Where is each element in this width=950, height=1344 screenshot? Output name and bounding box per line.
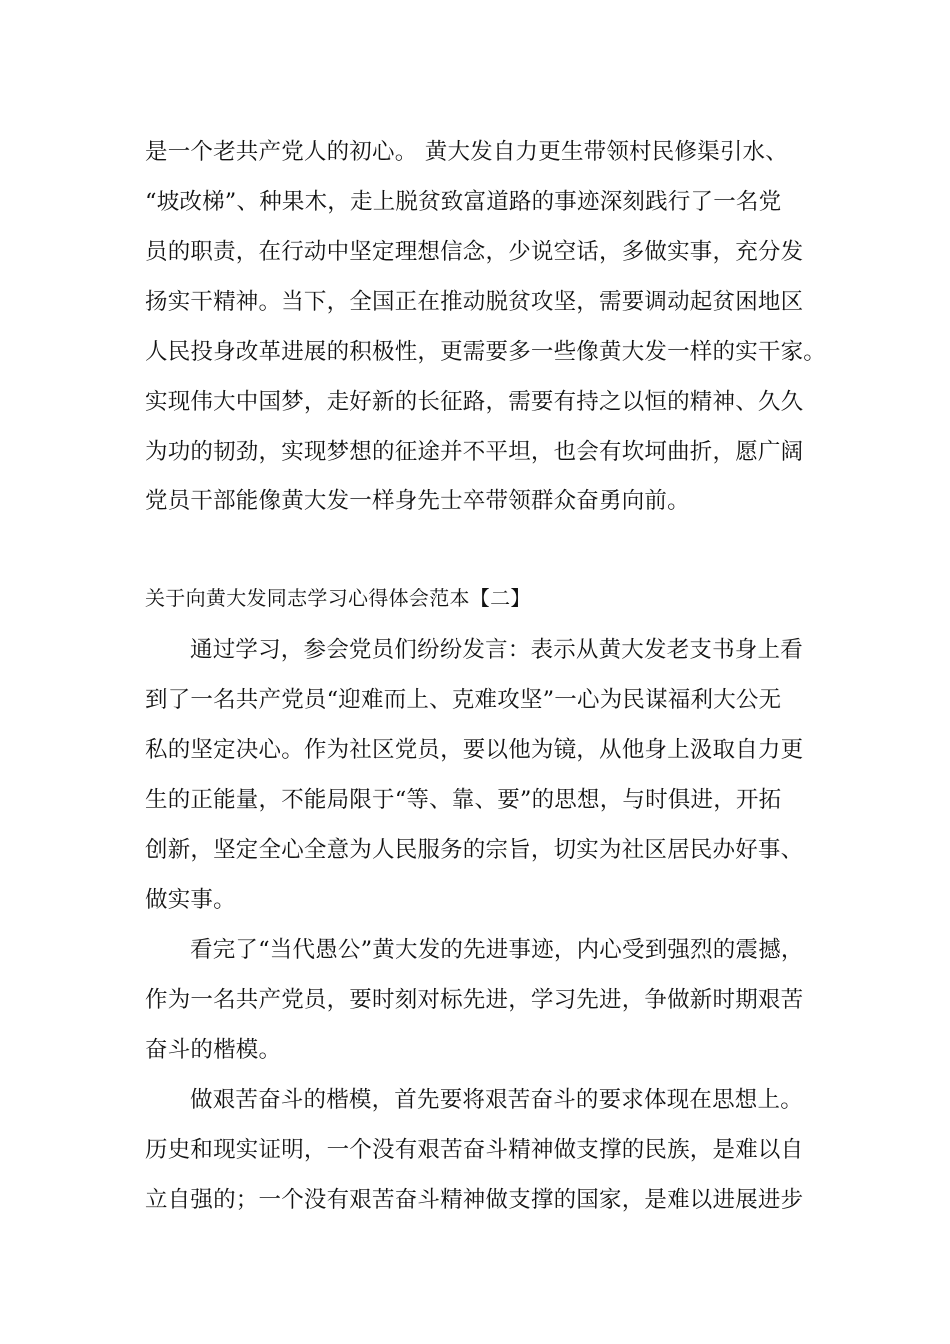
paragraph-line: 员的职责，在行动中坚定理想信念，少说空话，多做实事，充分发 (145, 239, 804, 265)
paragraph-line: “坡改梯”、种果木，走上脱贫致富道路的事迹深刻践行了一名党 (145, 189, 782, 215)
paragraph-line: 做实事。 (145, 887, 236, 913)
paragraph-line: 扬实干精神。当下，全国正在推动脱贫攻坚，需要调动起贫困地区 (145, 289, 804, 315)
paragraph-line: 党员干部能像黄大发一样身先士卒带领群众奋勇向前。 (145, 488, 690, 514)
section-heading: 关于向黄大发同志学习心得体会范本【二】 (145, 586, 531, 610)
paragraph-line: 为功的韧劲，实现梦想的征途并不平坦，也会有坎坷曲折，愿广阔 (145, 439, 804, 465)
paragraph-line: 通过学习，参会党员们纷纷发言：表示从黄大发老支书身上看 (190, 637, 803, 663)
paragraph-line: 人民投身改革进展的积极性，更需要多一些像黄大发一样的实干家。 (145, 339, 827, 365)
paragraph-line: 私的坚定决心。作为社区党员，要以他为镜，从他身上汲取自力更 (145, 737, 804, 763)
paragraph-line: 是一个老共产党人的初心。 黄大发自力更生带领村民修渠引水、 (145, 139, 788, 165)
paragraph-line: 做艰苦奋斗的楷模，首先要将艰苦奋斗的要求体现在思想上。 (190, 1087, 803, 1113)
paragraph-line: 奋斗的楷模。 (145, 1037, 282, 1063)
paragraph-line: 作为一名共产党员，要时刻对标先进，学习先进，争做新时期艰苦 (145, 987, 804, 1013)
paragraph-line: 历史和现实证明，一个没有艰苦奋斗精神做支撑的民族，是难以自 (145, 1137, 804, 1163)
paragraph-line: 实现伟大中国梦，走好新的长征路，需要有持之以恒的精神、久久 (145, 389, 804, 415)
paragraph-line: 立自强的；一个没有艰苦奋斗精神做支撑的国家，是难以进展进步 (145, 1187, 804, 1213)
paragraph-line: 看完了“当代愚公”黄大发的先进事迹，内心受到强烈的震撼， (190, 937, 804, 963)
paragraph-line: 生的正能量，不能局限于“等、靠、要”的思想，与时俱进，开拓 (145, 787, 782, 813)
paragraph-line: 到了一名共产党员“迎难而上、克难攻坚”一心为民谋福利大公无 (145, 687, 782, 713)
paragraph-line: 创新，坚定全心全意为人民服务的宗旨，切实为社区居民办好事、 (145, 837, 804, 863)
